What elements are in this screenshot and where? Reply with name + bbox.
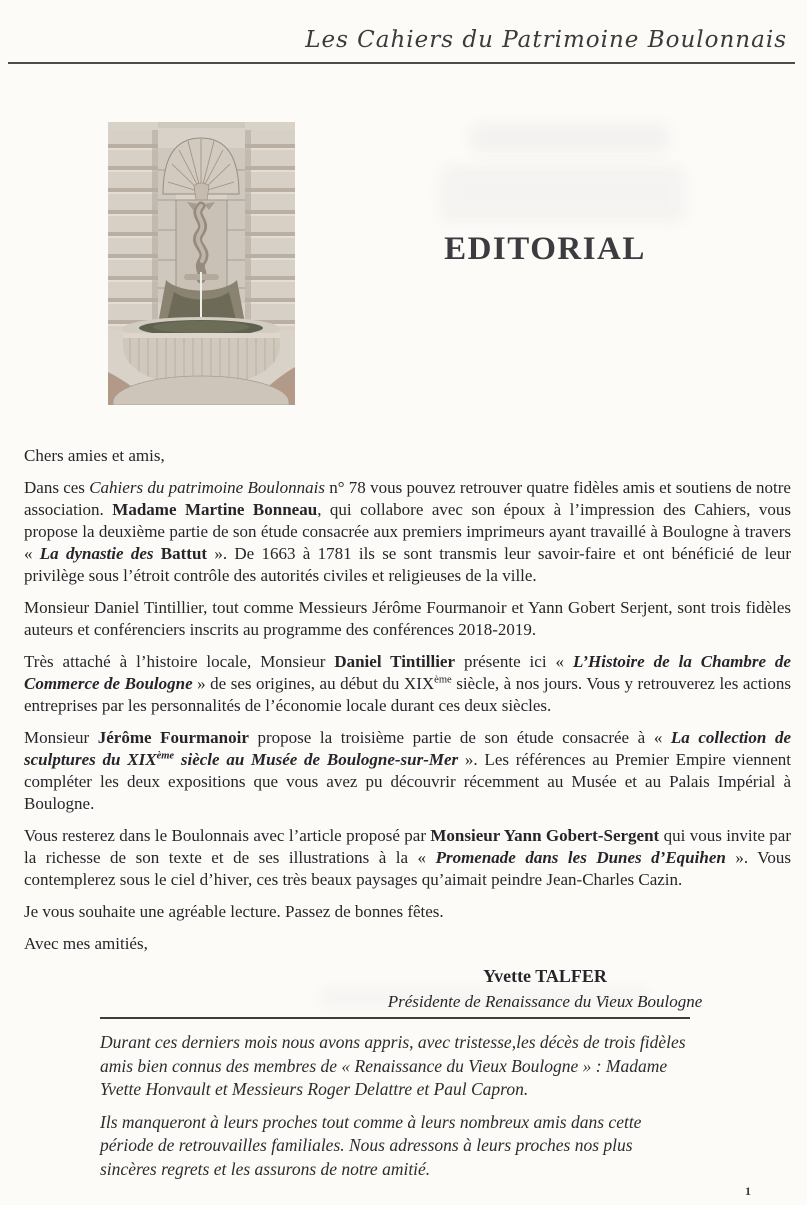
paragraph [24,727,791,815]
page-number: 1 [745,1184,751,1198]
text-run: Avec mes amitiés, [24,934,148,953]
text-run: Monsieur [24,728,98,747]
paragraph [24,651,791,717]
header-rule [8,62,795,64]
text-run: Battut [160,544,208,563]
signature-role: Présidente de Renaissance du Vieux Boulogne [387,992,703,1011]
paragraph [24,901,791,923]
signature-block [335,965,755,1013]
text-run: ». Les références au Premier Empire viennent compléter les deux expositions que vous avez pu découvrir récemment au Musée et au Palais Impérial à Boulogne. [24,750,792,813]
text-run: Jérôme Fourmanoir [97,728,249,747]
text-run: Très attaché à l’histoire locale, Monsieur [24,652,335,671]
text-run: » de ses origines, au début du XIX [192,674,435,693]
page-title: EDITORIAL [444,231,646,267]
text-run: , qui collabore avec son époux à l’impression des Cahiers, vous propose la deuxième partie de son étude consacrée aux premiers imprimeurs ayant travaillé à Boulogne à travers « [24,500,792,563]
text-run: Monsieur Yann Gobert-Sergent [430,826,660,845]
text-run: siècle au Musée de Boulogne-sur-Mer [174,750,459,769]
text-run: siècle, à nos jours. Vous y retrouverez les actions entreprises par les personnalités de l’économie locale durant ces deux siècles. [24,674,791,715]
paragraph [24,477,791,587]
text-run: Cahiers du patrimoine Boulonnais [89,478,325,497]
text-run: Ils manqueront à leurs proches tout comme à leurs nombreux amis dans cette période de retrouvailles familiales. Nous adressons à leurs proches nos plus sincères regrets et les assurons de notre amitié. [100,1111,642,1179]
text-run: propose la troisième partie de son étude consacrée à « [248,728,671,747]
text-run: Promenade dans les Dunes d’Equihen [435,848,726,867]
text-run: Durant ces derniers mois nous avons appris, avec tristesse,les décès de trois fidèles amis bien connus des membres de « Renaissance du Vieux Boulogne » : Madame Yvette Honvault et Messieurs Roger Delattre et Paul Capron. [100,1032,686,1099]
obituary-note [100,1031,692,1190]
scan-bleedthrough-artifact [470,123,670,153]
paragraph [24,933,791,955]
text-run: Vous resterez dans le Boulonnais avec l’article proposé par [24,826,431,845]
paragraph [100,1031,692,1102]
obituary-paragraphs [100,1031,692,1181]
paragraph [24,825,791,891]
text-run: présente ici « [455,652,573,671]
text-run: ». De 1663 à 1781 ils se sont transmis leur savoir-faire et ont bénéficié de leur privilège sous l’étroit contrôle des autorités civiles et religieuses de la ville. [24,544,792,585]
fountain-photo [108,122,295,405]
text-run: L’Histoire de la Chambre de Commerce de Boulogne [24,652,791,693]
text-run: Chers amies et amis, [24,446,165,465]
scan-bleedthrough-artifact [440,165,685,223]
text-run: Je vous souhaite une agréable lecture. Passez de bonnes fêtes. [24,902,444,921]
text-run: Monsieur Daniel Tintillier, tout comme Messieurs Jérôme Fourmanoir et Yann Gobert Serjent, sont trois fidèles auteurs et conférenciers inscrits au programme des conférences 2018-2019. [24,598,791,639]
text-run: ». Vous contemplerez sous le ciel d’hiver, ces très beaux paysages qu’aimait peindre Jean-Charles Cazin. [24,848,791,889]
paragraph [24,445,791,467]
text-run: ème [156,750,175,762]
text-run: ème [434,674,452,686]
paragraph [100,1111,692,1182]
text-run: Daniel Tintillier [334,652,456,671]
text-run: Madame Martine Bonneau [112,500,318,519]
text-run: qui vous invite par la richesse de son texte et de ses illustrations à la « [24,826,791,867]
editorial-paragraphs [24,445,791,955]
fountain-photo-illustration [108,122,295,405]
text-run: La dynastie des [39,544,161,563]
journal-title: Les Cahiers du Patrimoine Boulonnais [305,27,787,53]
paragraph [24,597,791,641]
text-run: La collection de sculptures du XIX [24,728,791,769]
obituary-divider [100,1017,690,1019]
text-run: n° 78 vous pouvez retrouver quatre fidèles amis et soutiens de notre association. [24,478,791,519]
signature-name: Yvette TALFER [483,966,607,986]
text-run: Dans ces [24,478,90,497]
editorial-body [24,445,791,1013]
